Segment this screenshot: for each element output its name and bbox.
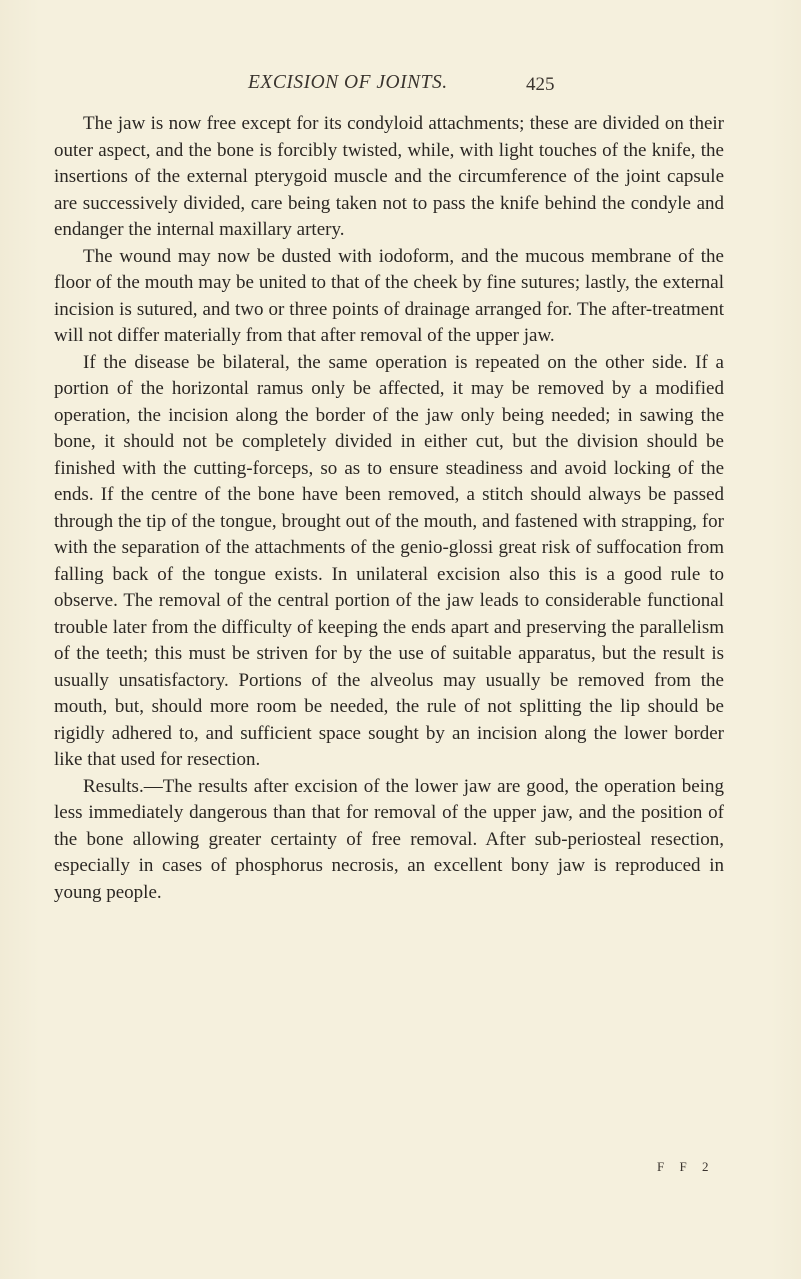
paragraph: The jaw is now free except for its condyloid attachments; these are divided on their outer aspect, and the bone is forcibly twisted, while, with light touches of the knife, the insertions of the external pterygoid muscle and the circumference of the joint capsule are successively divided, care being taken not to pass the knife behind the condyle and endanger the internal maxillary artery. (54, 113, 724, 240)
paragraph: The wound may now be dusted with iodoform, and the mucous membrane of the floor of the mouth may be united to that of the cheek by fine sutures; lastly, the external incision is sutured, and two or three points of drainage arranged for. The after-treatment will not differ materially from that after removal of the upper jaw. (54, 245, 724, 346)
running-head (0, 72, 801, 102)
paragraph: If the disease be bilateral, the same operation is repeated on the other side. If a portion of the horizontal ramus only be affected, it may be removed by a modified operation, the incision along the border of the jaw only being needed; in sawing the bone, it should not be completely divided in either cut, but the division should be finished with the cutting-forceps, so as to ensure steadiness and avoid locking of the ends. If the centre of the bone have been removed, a stitch should always be passed through the tip of the tongue, brought out of the mouth, and fastened with strapping, for with the separation of the attachments of the genio-glossi great risk of suffocation from falling back of the tongue exists. In unilateral excision also this is a good rule to observe. The removal of the central portion of the jaw leads to considerable functional trouble later from the difficulty of keeping the ends apart and preserving the parallelism of the teeth; this must be striven for by the use of suitable apparatus, but the result is usually unsatisfactory. Portions of the alveolus may usually be removed from the mouth, but, should more room be needed, the rule of not splitting the lip should be rigidly adhered to, and sufficient space sought by an incision along the lower border like that used for resection. (54, 351, 724, 770)
signature-mark: F F 2 (657, 1159, 715, 1174)
page-number: 425 (526, 74, 555, 95)
body-text (54, 111, 724, 906)
paragraph: Results.—The results after excision of the lower jaw are good, the operation being less immediately dangerous than that for removal of the upper jaw, and the position of the bone allowing greater certainty of free removal. After sub-periosteal resection, especially in cases of phosphorus necrosis, an excellent bony jaw is reproduced in young people. (54, 775, 724, 903)
running-title: EXCISION OF JOINTS. (248, 72, 448, 93)
